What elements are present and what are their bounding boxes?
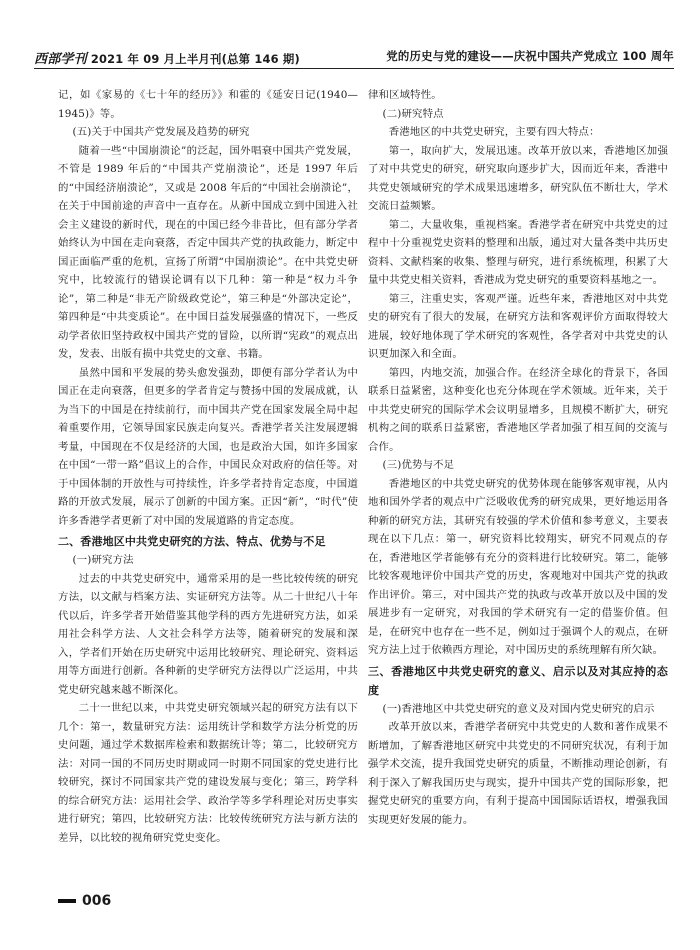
issue-info: 2021 年 09 月上半月刊(总第 146 期) bbox=[90, 52, 300, 66]
paragraph: 香港地区的中共党史研究，主要有四大特点： bbox=[388, 126, 600, 138]
paragraph: 第四，内地交流，加强合作。在经济全球化的背景下，各国联系日益紧密，这种变化也充分体现在学术领域。近年来，关于中共党史研究的国际学术会议明显增多，且规模不断扩大，研究机构之间的联系日益紧密，香港地区学者加强了相互间的交流与合作。 bbox=[368, 366, 668, 453]
paragraph: 第一，取向扩大，发展迅速。改革开放以来，香港地区加强了对中共党史的研究，研究取向逐步扩大，因而近年来，香港中共党史领域研究的学术成果迅速增多，研究队伍不断壮大，学术交流日益频繁。 bbox=[368, 144, 668, 212]
paragraph: 记，如《家易的《七十年的经历》》和霍的《延安日记(1940—1945)》等。 bbox=[58, 89, 358, 120]
page-number-bar bbox=[58, 899, 76, 903]
subsection-heading: (一)香港地区中共党史研究的意义及对国内党史研究的启示 bbox=[382, 702, 655, 715]
paragraph: 第三，注重史实，客观严谨。近些年来，香港地区对中共党史的研究有了很大的发展，在研究方法和客观评价方面取得较大进展，较好地体现了学术研究的客观性，各学者对中共党史的认识更加深入和全面。 bbox=[368, 292, 668, 360]
header-left bbox=[34, 48, 300, 67]
paragraph: 律和区域特性。 bbox=[368, 89, 442, 101]
paragraph: 过去的中共党史研究中，通常采用的是一些比较传统的研究方法，以文献与档案方法、实证研究方法等。从二十世纪八十年代以后，许多学者开始借鉴其他学科的西方先进研究方法，如采用社会科学方法、人文社会科学方法等，随着研究的发展和深入，学者们开始在历史研究中运用比较研究、理论研究、资料运用等方面进行创新。各种新的史学研究方法得以广泛运用，中共党史研究越来越不断深化。 bbox=[58, 572, 358, 696]
subsection-heading: (二)研究特点 bbox=[382, 107, 444, 120]
journal-name: 西部学刊 bbox=[34, 52, 87, 67]
subsection-heading: (一)研究方法 bbox=[72, 554, 134, 566]
left-column bbox=[58, 86, 358, 847]
paragraph: 香港地区的中共党史研究的优势体现在能够客观审视，从内地和国外学者的观点中广泛吸收优秀的研究成果，更好地运用各种新的研究方法，其研究有较强的学术价值和参考意义，主要表现在以下几点：第一，研究资料比较翔实，研究不同观点的存在，香港地区学者能够有充分的资料进行比较研究。第二，能够比较客观地评价中国共产党的历史，客观地对中国共产党的执政作出评价。第三，对中国共产党的执政与改革开放以及中国的发展进步有一定研究，对我国的学术研究有一定的借鉴价值。但是，在研究中也存在一些不足，例如过于强调个人的观点，在研究方法上过于依赖西方理论，对中国历史的系统理解有所欠缺。 bbox=[368, 477, 668, 656]
subsection-heading: (五)关于中国共产党发展及趋势的研究 bbox=[72, 126, 250, 138]
paragraph: 虽然中国和平发展的势头愈发强劲，即便有部分学者认为中国正在走向衰落，但更多的学者肯定与赞扬中国的发展成就，认为当下的中国是在持续前行，而中国共产党在国家发展全局中起着重要作用，它领导国家民族走向复兴。香港学者关注发展逻辑考量，中国现在不仅是经济的大国，也是政治大国，如许多国家在中国“一带一路”倡议上的合作，中国民众对政府的信任等。对于中国体制的开放性与可持续性，许多学者持肯定态度，中国道路的开放式发展，展示了创新的中国方案。正因“新”，“时代”使许多香港学者更新了对中国的发展道路的肯定态度。 bbox=[58, 366, 358, 527]
paragraph: 二十一世纪以来，中共党史研究领域兴起的研究方法有以下几个：第一，数量研究方法：运用统计学和数学方法分析党的历史问题，通过学术数据库检索和数据统计等；第二，比较研究方法：对同一国的不同历史时期或同一时期不同国家的党史进行比较研究，探讨不同国家共产党的建设发展与变化；第三，跨学科的综合研究方法：运用社会学、政治学等多学科理论对历史事实进行研究；第四，比较研究方法：比较传统研究方法与新方法的差异，以比较的视角研究党史变化。 bbox=[58, 702, 358, 844]
paragraph: 随着一些“中国崩溃论”的泛起，国外唱衰中国共产党发展，不管是 1989 年后的“中国共产党崩溃论”，还是 1997 年后的“中国经济崩溃论”，又或是 2008 年后的“中国社会崩溃论”，在关于中国前途的声音中一直存在。从新中国成立到中国进入社会主义建设的新时代，现在的中国已经今非昔比，但有部分学者始终认为中国在走向衰落，否定中国共产党的执政能力，断定中国正面临严重的危机，宣扬了所谓“中国崩溃论”。在中共党史研究中，比较流行的错误论调有以下几种：第一种是“权力斗争论”，第二种是“非无产阶级政党论”，第三种是“外部决定论”，第四种是“中共变质论”。在中国日益发展强盛的情况下，一些反动学者依旧坚持政权中国共产党的冒险，以所谓“宪政”的观点出发，发表、出版有损中共党史的文章、书籍。 bbox=[58, 144, 358, 360]
section-heading: 二、香港地区中共党史研究的方法、特点、优势与不足 bbox=[58, 535, 326, 548]
section-heading: 三、香港地区中共党史研究的意义、启示以及对其应持的态度 bbox=[368, 664, 668, 697]
subsection-heading: (三)优势与不足 bbox=[382, 459, 455, 471]
running-header bbox=[34, 42, 674, 69]
paragraph: 改革开放以来，香港学者研究中共党史的人数和著作成果不断增加，了解香港地区研究中共党史的不同研究状况，有利于加强学术交流，提升我国党史研究的质量，不断推动理论创新，有利于深入了解我国历史与现实，提升中国共产党的国际形象，把握党史研究的重要方向，有利于提高中国国际话语权，增强我国实现更好发展的能力。 bbox=[368, 721, 668, 826]
page-number bbox=[58, 893, 111, 909]
column-title: 党的历史与党的建设——庆祝中国共产党成立 100 周年 bbox=[386, 49, 674, 63]
right-column bbox=[368, 86, 668, 829]
page-number-text: 006 bbox=[82, 893, 112, 909]
paragraph: 第二，大量收集，重视档案。香港学者在研究中共党史的过程中十分重视党史资料的整理和出版，通过对大量各类中共历史资料、文献档案的收集、整理与研究，进行系统梳理，积累了大量中共党史相关资料，香港成为党史研究的重要资料基地之一。 bbox=[368, 218, 668, 286]
